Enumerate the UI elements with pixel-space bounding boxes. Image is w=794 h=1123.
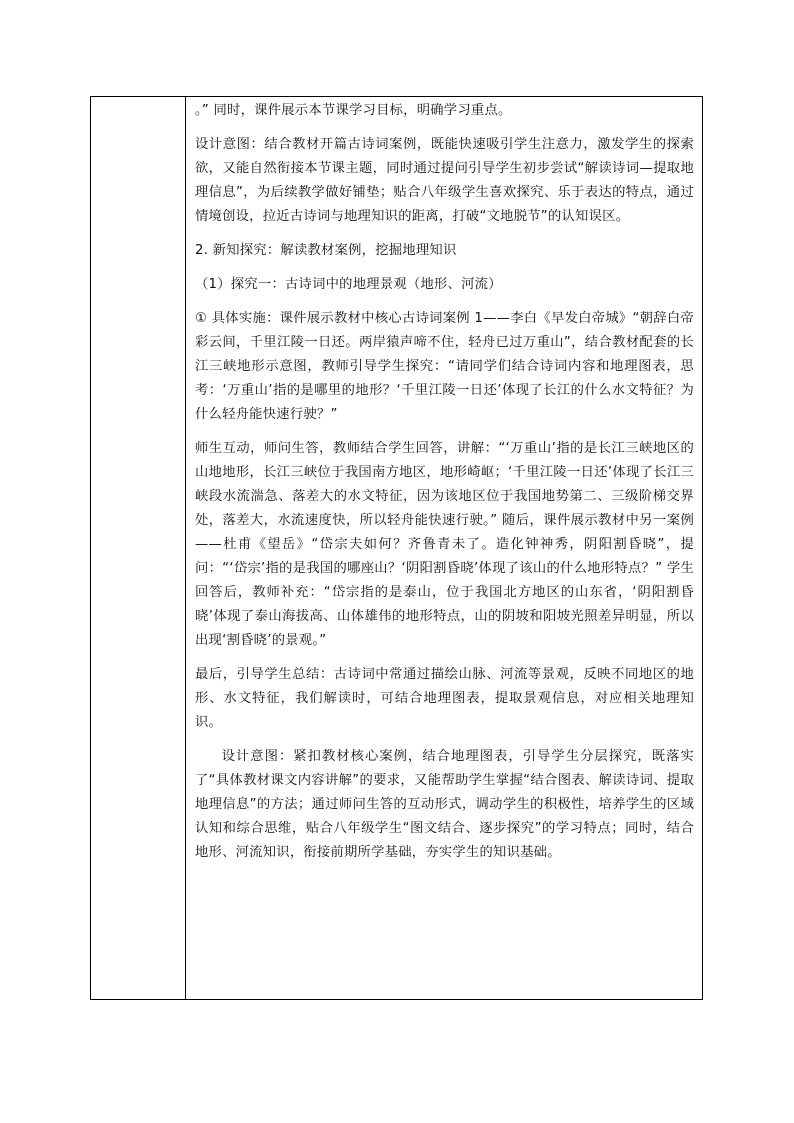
section-heading-new-knowledge: 2. 新知探究：解读教材案例，挖掘地理知识 [195, 243, 457, 258]
lesson-plan-table [90, 96, 703, 1000]
interaction-paragraph: 师生互动，师问生答，教师结合学生回答，讲解：“‘万重山’指的是长江三峡地区的山地地形，长江三峡位于我国南方地区，地形崎岖；‘千里江陵一日还’体现了长江三峡段水流湍急、落差大的水文特征，因为该地区位于我国地势第二、三级阶梯交界处，落差大，水流速度快，所以轻舟能快速行驶。” 随后，课件展示教材中另一案例——杜甫《望岳》“岱宗夫如何？齐鲁青未了。造化钟神秀，阴阳割昏晓”，提问：“‘岱宗’指的是我国的哪座山？‘阴阳割昏晓’体现了该山的什么地形特点？” 学生回答后，教师补充：“岱宗指的是泰山，位于我国北方地区的山东省，‘阴阳割昏晓’体现了泰山海拔高、山体雄伟的地形特点，山的阴坡和阳坡光照差异明显，所以出现‘割昏晓’的景观。” [195, 441, 694, 648]
goal-paragraph: 。” 同时，课件展示本节课学习目标，明确学习重点。 [195, 103, 512, 118]
subsection-heading-explore-1: （1）探究一：古诗词中的地理景观（地形、河流） [195, 277, 502, 292]
design-intent-paragraph-1: 设计意图：结合教材开篇古诗词案例，既能快速吸引学生注意力，激发学生的探索欲，又能自然衔接本节课主题，同时通过提问引导学生初步尝试“解读诗词—提取地理信息”，为后续教学做好铺垫；贴合八年级学生喜欢探究、乐于表达的特点，通过情境创设，拉近古诗词与地理知识的距离，打破“文地脱节”的认知误区。 [195, 137, 694, 224]
implementation-paragraph: ① 具体实施：课件展示教材中核心古诗词案例 1——李白《早发白帝城》“朝辞白帝彩云间，千里江陵一日还。两岸猿声啼不住，轻舟已过万重山”，结合教材配套的长江三峡地形示意图，教师引导学生探究：“请同学们结合诗词内容和地理图表，思考：‘万重山’指的是哪里的地形？‘千里江陵一日还’体现了长江的什么水文特征？为什么轻舟能快速行驶？” [195, 311, 694, 422]
table-content-cell [187, 97, 702, 999]
summary-paragraph: 最后，引导学生总结：古诗词中常通过描绘山脉、河流等景观，反映不同地区的地形、水文特征，我们解读时，可结合地理图表，提取景观信息，对应相关地理知识。 [195, 667, 694, 730]
design-intent-paragraph-2: 设计意图：紧扣教材核心案例，结合地理图表，引导学生分层探究，既落实了“具体教材课文内容讲解”的要求，又能帮助学生掌握“结合图表、解读诗词、提取地理信息”的方法；通过师问生答的互动形式，调动学生的积极性，培养学生的区域认知和综合思维，贴合八年级学生“图文结合、逐步探究”的学习特点；同时，结合地形、河流知识，衔接前期所学基础，夯实学生的知识基础。 [195, 749, 694, 860]
table-left-column [91, 97, 186, 999]
